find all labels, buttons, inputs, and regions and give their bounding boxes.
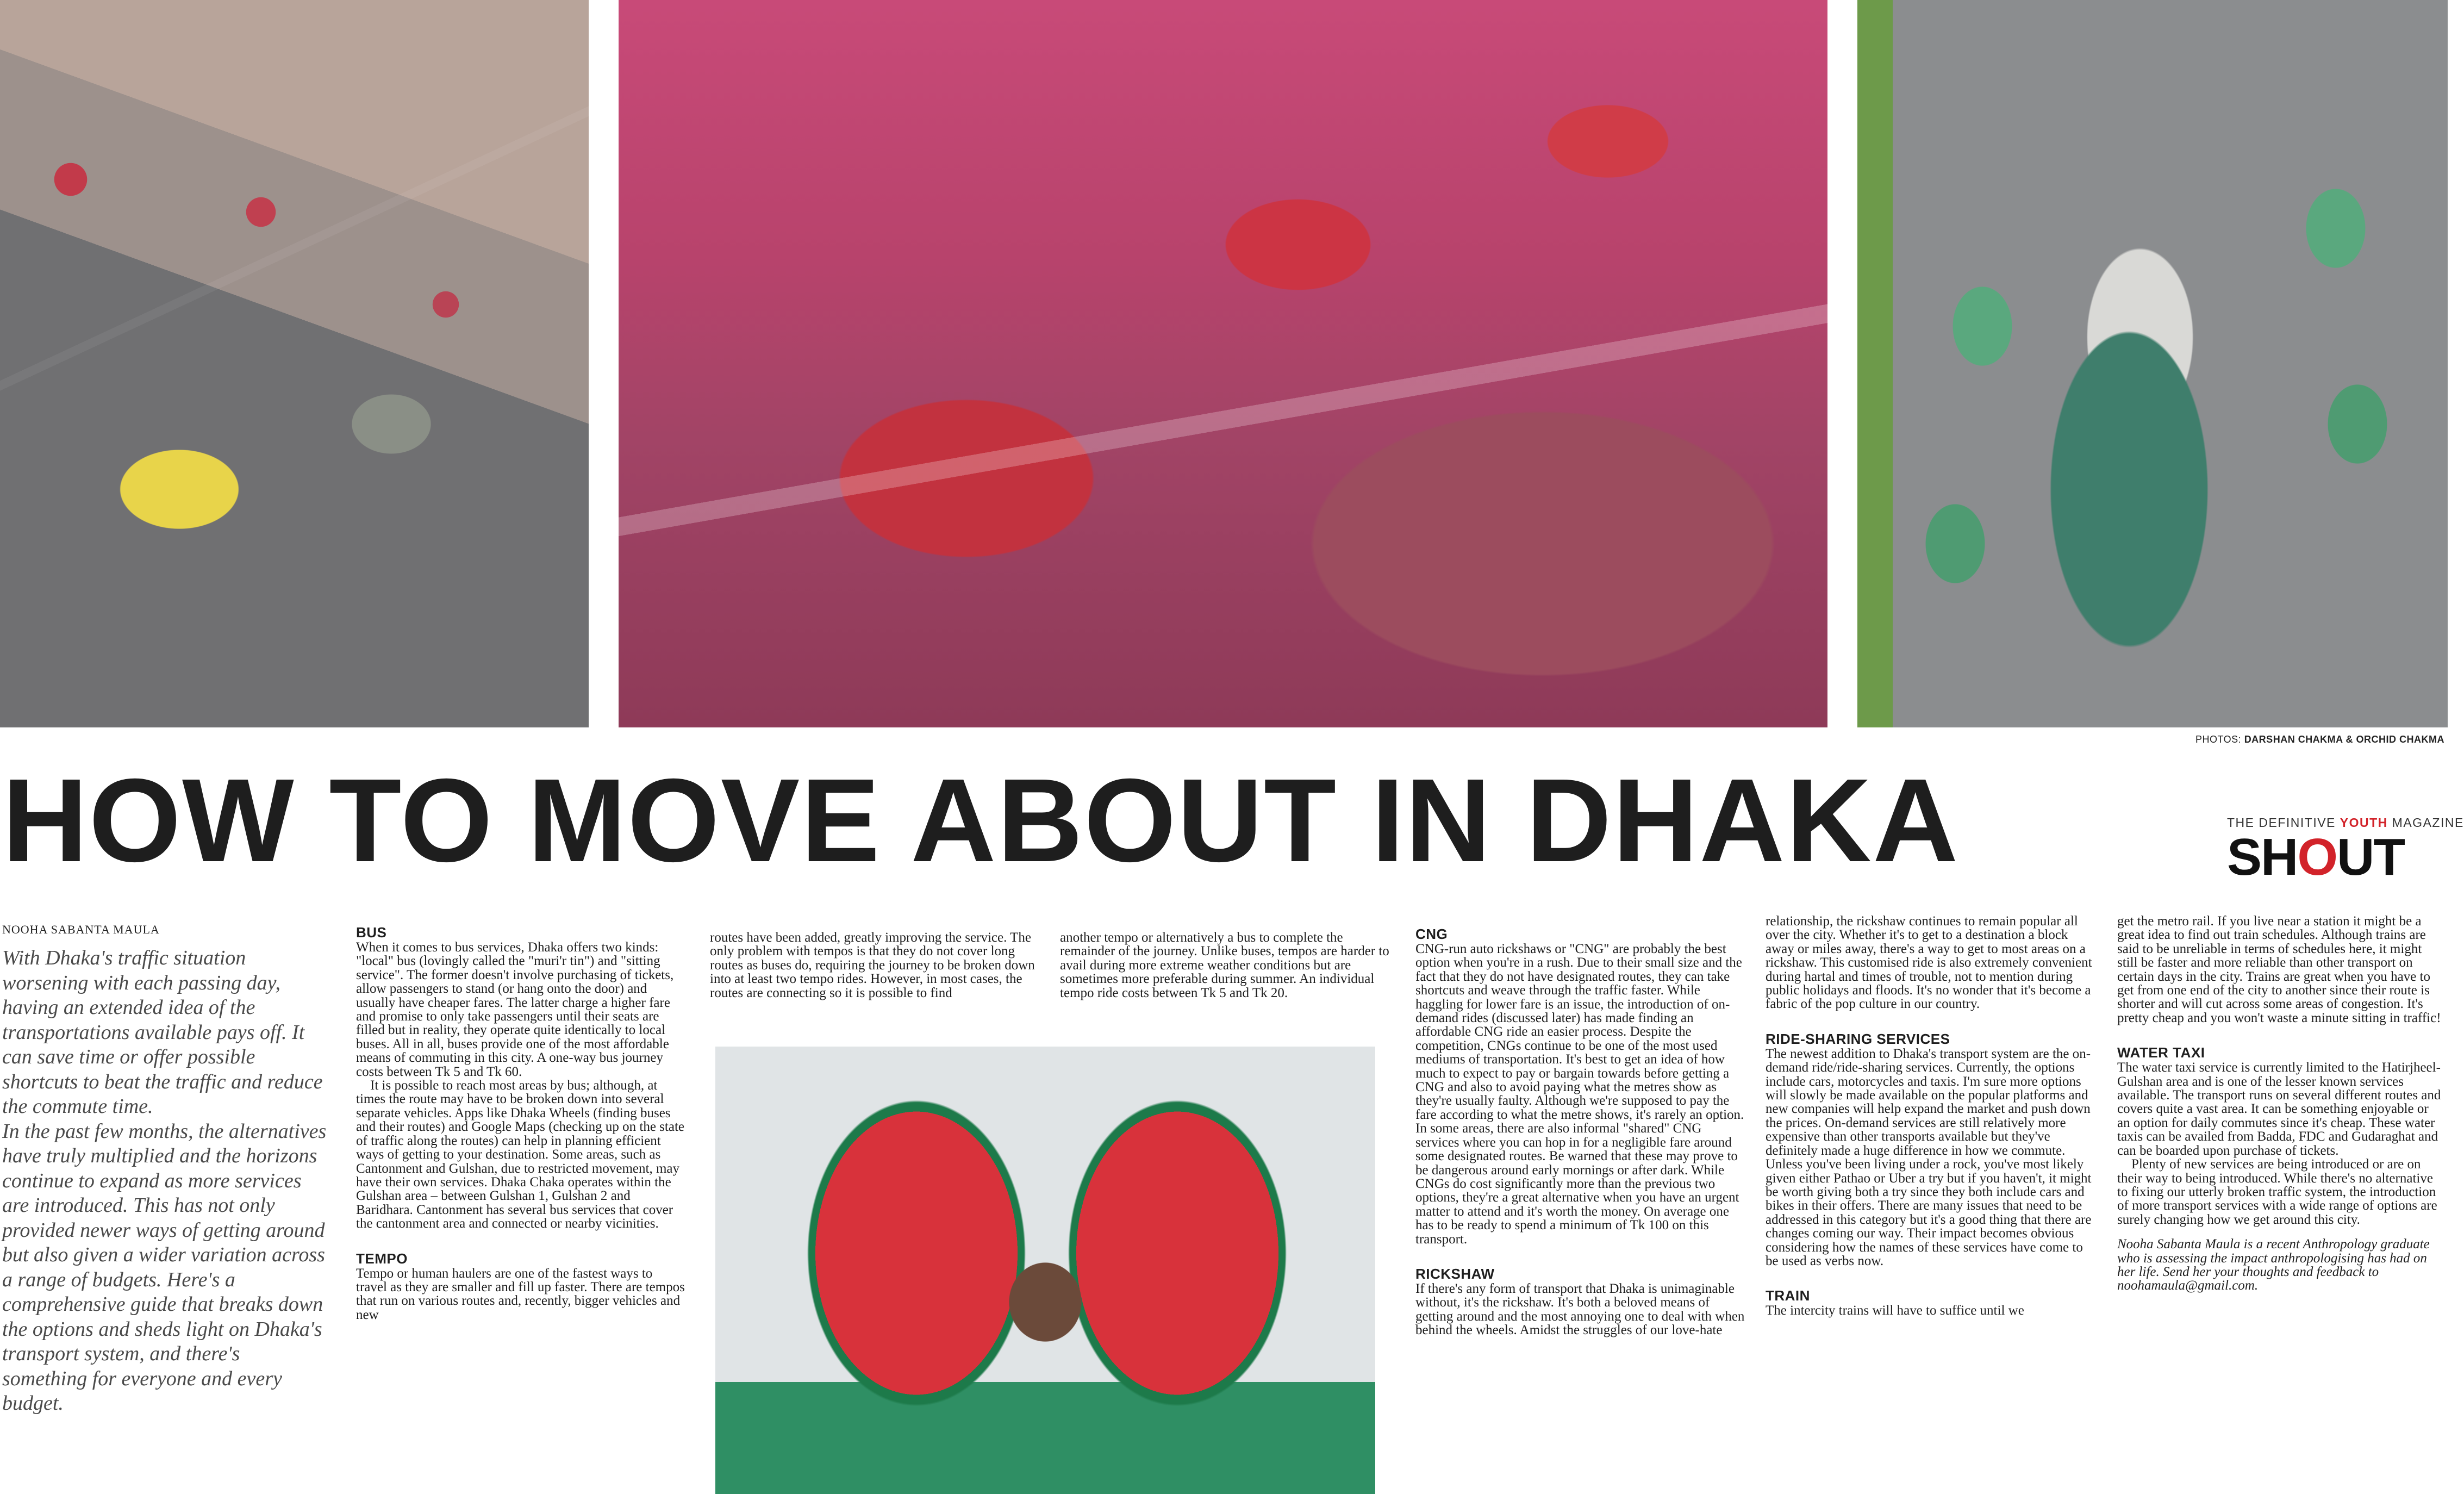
water-taxi-paragraph-1: The water taxi service is currently limited to the Hatirjheel- Gulshan area and is one of the lesser known services available. The transport runs on several different routes and covers quite a vast area. It can be something enjoyable or an option for daily commutes since it's cheap. These water taxis can be availed from Badda, FDC and Gudaraghat and can be boarded upon purchase of tickets. [2117,1060,2441,1158]
photo-credit-label: PHOTOS: [2195,734,2242,745]
section-heading-tempo: TEMPO [356,1250,408,1267]
intro-paragraph-2: In the past few months, the alternatives have truly multiplied and the horizons continue to expand as more services are introduced. This has not only provided newer ways of getting around but also given a wider variation across a range of budgets. Here's a comprehensive guide that breaks down the options and sheds light on Dhaka's transport system, and there's something for everyone and every budget. [2,1119,327,1415]
photo-red-buses-street [619,0,1827,727]
train-paragraph-2: get the metro rail. If you live near a station it might be a great idea to find out train schedules. Although trains are said to be unreliable in terms of schedules here, it might still be faster and more reliable than other transport on certain days in the city. Trains are great when you have to get from one end of the city to another since their route is shorter and will cut across some areas of congestion. It's pretty cheap and you won't waste a minute sitting in traffic! [2117,914,2441,1025]
bus-paragraph-2: It is possible to reach most areas by bus; although, at times the route may have to be broken down into several separate vehicles. Apps like Dhaka Wheels (finding buses and their routes) and Google Maps (checking up on the state of traffic along the routes) can help in planning efficient ways of getting to your destination. Some areas, such as Cantonment and Gulshan, due to restricted movement, may have their own services. Dhaka Chaka operates within the Gulshan area – between Gulshan 1, Gulshan 2 and Baridhara. Cantonment has several bus services that cover the cantonment area and connected or nearby vicinities. [356,1078,684,1231]
article-intro [2,946,328,1416]
intro-paragraph-1: With Dhaka's traffic situation worsening with each passing day, having an extended idea of the transportations available pays off. It can save time or offer possible shortcuts to beat the traffic and reduce the commute time. [2,947,323,1118]
ride-sharing-paragraph-1: The newest addition to Dhaka's transport system are the on-demand ride/ride-sharing services. Currently, the options include cars, motorcycles and taxis. I'm sure more options will slowly be made available on the popular platforms and new companies will help expand the market and push down the prices. On-demand services are still relatively more expensive than other transports available but they've definitely made a huge difference in how we commute. Unless you've been living under a rock, you've most likely given either Pathao or Uber a try but if you haven't, it might be worth giving both a try since they both include cars and bikes in their offers. There are many issues that need to be addressed in this category but it's a good thing that there are changes coming our way. Their impact becomes obvious considering how the names of these services have come to be used as verbs now. [1766,1046,2092,1268]
column-train-water-taxi [2117,914,2443,1293]
column-bus-tempo [356,924,687,1322]
brand-tagline-post: MAGAZINE [2387,816,2464,830]
column-cng-rickshaw [1415,926,1746,1337]
logo-part-1: SH [2227,828,2298,886]
photo-credit [2195,734,2444,745]
train-paragraph-1: The intercity trains will have to suffice until we [1766,1303,2024,1318]
photo-credit-names: DARSHAN CHAKMA & ORCHID CHAKMA [2244,734,2444,745]
shout-brand [2227,816,2464,886]
rickshaw-paragraph-1: If there's any form of transport that Dhaka is unimaginable without, it's the rickshaw. It's both a beloved means of getting around and the most annoying one to deal with when behind the wheels. Amidst the struggles of our love-hate [1415,1281,1745,1338]
section-heading-cng: CNG [1415,926,1448,942]
logo-target-o: O [2297,828,2337,886]
brand-tagline-accent: YOUTH [2340,816,2388,830]
section-heading-bus: BUS [356,924,387,941]
column-tempo-cont [710,931,1043,1000]
column-tempo-cont-2 [1060,931,1393,1000]
photo-rickshaw-intersection [0,0,589,727]
tempo-paragraph-3: another tempo or alternatively a bus to complete the remainder of the journey. Unlike buses, tempos are harder to avail during more extreme weather conditions but are sometimes more preferable during summer. An individual tempo ride costs between Tk 5 and Tk 20. [1060,930,1389,1000]
photo-bus-traffic-jam [1857,0,2448,727]
bus-paragraph-1: When it comes to bus services, Dhaka offers two kinds: "local" bus (lovingly called the "muri'r tin") and "sitting service". The former doesn't involve purchasing of tickets, allow passengers to stand (or hang onto the door) and usually have cheaper fares. The latter charge a higher fare and promise to only take passengers until their seats are filled but in reality, they operate quite identically to local buses. All in all, buses provide one of the most affordable means of commuting in this city. A one-way bus journey costs between Tk 5 and Tk 60. [356,940,674,1079]
tempo-paragraph-2: routes have been added, greatly improving the service. The only problem with tempos is that they do not cover long routes as buses do, requiring the journey to be broken down into at least two tempo rides. However, in most cases, the routes are connecting so it is possible to find [710,930,1035,1000]
rickshaw-paragraph-2: relationship, the rickshaw continues to remain popular all over the city. Whether it's to get to a destination a block away or miles away, there's a way to get to most areas on a rickshaw. This customised ride is also extremely convenient during hartal and times of trouble, not to mention during public holidays and floods. It's no wonder that it's become a fabric of the pop culture in our country. [1766,914,2092,1012]
section-heading-ride-sharing: RIDE-SHARING SERVICES [1766,1030,1950,1047]
byline: NOOHA SABANTA MAULA [2,923,160,936]
cng-paragraph-1: CNG-run auto rickshaws or "CNG" are probably the best option when you're in a rush. Due to their small size and the fact that they do not have designated routes, they can take shortcuts and weave through the traffic faster. While haggling for lower fare is an issue, the introduction of on-demand rides (discussed later) has made finding an affordable CNG ride an easier process. Despite the competition, CNGs continue to be one of the most used mediums of transportation. It's best to get an idea of how much to expect to pay or bargain towards before getting a CNG and also to avoid paying what the metres show as they're usually faulty. Although we're supposed to pay the fare according to what the metre shows, it's rarely an option. In some areas, there are also informal "shared" CNG services where you can hop in for a negligible fare around some designated routes. Be warned that these may prove to be dangerous around early mornings or after dark. While CNGs do cost significantly more than the previous two options, they're a great alternative when you have an urgent matter to attend and it's worth the money. On average one has to be ready to spend a minimum of Tk 100 on this transport. [1415,942,1744,1247]
column-ride-sharing-train [1766,914,2097,1318]
section-heading-train: TRAIN [1766,1287,1810,1304]
shout-logo [2227,828,2444,886]
section-heading-water-taxi: WATER TAXI [2117,1044,2205,1061]
photo-painted-rickshaw-puller [715,1047,1375,1494]
section-heading-rickshaw: RICKSHAW [1415,1265,1495,1282]
headline: HOW TO MOVE ABOUT IN DHAKA [2,755,1960,887]
logo-part-2: UT [2337,828,2404,886]
tempo-paragraph-1: Tempo or human haulers are one of the fastest ways to travel as they are smaller and fill up faster. There are tempos that run on various routes and, recently, bigger vehicles and new [356,1266,685,1322]
water-taxi-paragraph-2: Plenty of new services are being introduced or are on their way to being introduced. While there's no alternative to fixing our utterly broken traffic system, the introduction of more transport services with a wide range of options are surely changing how we get around this city. [2117,1157,2437,1227]
brand-tagline-pre: THE DEFINITIVE [2227,816,2340,830]
author-bio: Nooha Sabanta Maula is a recent Anthropology graduate who is assessing the impact anthropologising has had on her life. Send her your thoughts and feedback to noohamaula@gmail.com. [2117,1237,2430,1293]
